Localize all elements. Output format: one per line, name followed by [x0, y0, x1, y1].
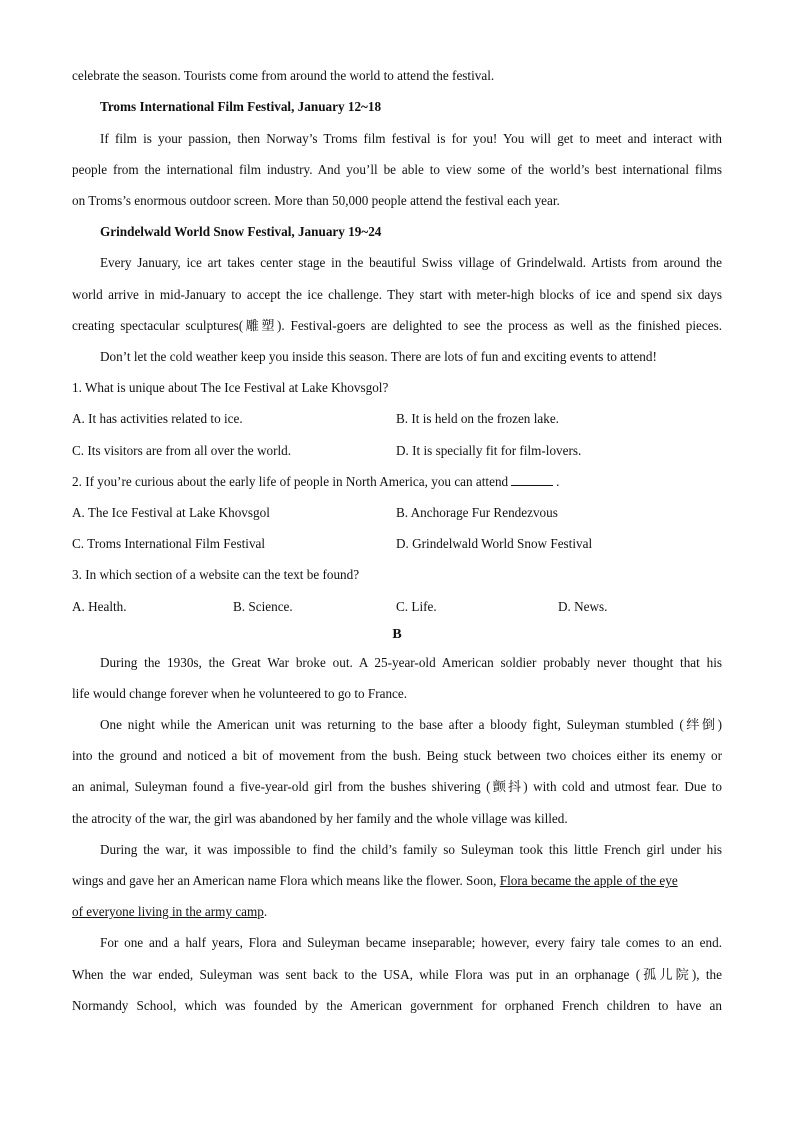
paragraph-line: If film is your passion, then Norway’s Troms film festival is for you! You will get to meet and interact with — [100, 131, 722, 146]
q2-option-a: A. The Ice Festival at Lake Khovsgol — [72, 505, 270, 520]
paragraph-line: For one and a half years, Flora and Suleyman became inseparable; however, every fairy tale comes to an end. — [100, 935, 722, 950]
festival-heading-grindelwald: Grindelwald World Snow Festival, January 19~24 — [100, 224, 382, 239]
paragraph-line: an animal, Suleyman found a five-year-old girl from the bushes shivering (颤抖) with cold and utmost fear. Due to — [72, 779, 722, 794]
paragraph-line — [72, 903, 722, 921]
section-heading-b: B — [392, 627, 402, 642]
question-2-text: 2. If you’re curious about the early life of people in North America, you can attend — [72, 474, 509, 489]
paragraph-line: creating spectacular sculptures(雕塑). Festival-goers are delighted to see the process as well as the finished pieces. — [72, 318, 722, 333]
q1-option-a: A. It has activities related to ice. — [72, 411, 243, 426]
q2-option-d: D. Grindelwald World Snow Festival — [396, 536, 593, 551]
q3-option-d: D. News. — [558, 599, 608, 614]
paragraph-line: world arrive in mid-January to accept the ice challenge. They start with meter-high blocks of ice and spend six days — [72, 287, 722, 302]
paragraph-line: When the war ended, Suleyman was sent back to the USA, while Flora was put in an orphanage (孤儿院), the — [72, 967, 722, 982]
paragraph-line: Every January, ice art takes center stage in the beautiful Swiss village of Grindelwald. Artists from around the — [100, 255, 722, 270]
underlined-phrase: Flora became the apple of the eye — [499, 873, 678, 888]
q3-option-c: C. Life. — [396, 599, 437, 614]
paragraph-line: One night while the American unit was returning to the base after a bloody fight, Suleyman stumbled (绊倒) — [100, 717, 722, 732]
q3-option-a: A. Health. — [72, 599, 127, 614]
answer-blank — [511, 473, 553, 486]
underlined-phrase-continued: of everyone living in the army camp — [72, 904, 264, 919]
q1-option-d: D. It is specially fit for film-lovers. — [396, 443, 582, 458]
question-1: 1. What is unique about The Ice Festival at Lake Khovsgol? — [72, 380, 389, 395]
paragraph-line: the atrocity of the war, the girl was abandoned by her family and the whole village was killed. — [72, 811, 568, 826]
paragraph-line: celebrate the season. Tourists come from around the world to attend the festival. — [72, 68, 495, 83]
paragraph-text: . — [263, 904, 268, 919]
paragraph-line: into the ground and noticed a bit of movement from the bush. Being stuck between two choices either its enemy or — [72, 748, 722, 763]
question-2-end: . — [556, 474, 560, 489]
q2-option-c: C. Troms International Film Festival — [72, 536, 266, 551]
paragraph-line: Don’t let the cold weather keep you inside this season. There are lots of fun and exciting events to attend! — [100, 349, 657, 364]
paragraph-line: Normandy School, which was founded by the American government for orphaned French children to have an — [72, 998, 722, 1013]
q1-option-c: C. Its visitors are from all over the world. — [72, 443, 292, 458]
q2-option-b: B. Anchorage Fur Rendezvous — [396, 505, 558, 520]
paragraph-line — [72, 872, 722, 890]
q1-option-b: B. It is held on the frozen lake. — [396, 411, 559, 426]
question-3: 3. In which section of a website can the text be found? — [72, 567, 360, 582]
paragraph-line: people from the international film industry. And you’ll be able to view some of the world’s best international films — [72, 162, 722, 177]
question-2 — [72, 473, 722, 491]
paragraph-line: life would change forever when he volunteered to go to France. — [72, 686, 408, 701]
paragraph-line: During the war, it was impossible to find the child’s family so Suleyman took this little French girl under his — [100, 842, 722, 857]
paragraph-line: on Troms’s enormous outdoor screen. More than 50,000 people attend the festival each year. — [72, 193, 560, 208]
paragraph-text: wings and gave her an American name Flora which means like the flower. Soon, — [72, 873, 500, 888]
paragraph-line: During the 1930s, the Great War broke out. A 25-year-old American soldier probably never thought that his — [100, 655, 722, 670]
festival-heading-troms: Troms International Film Festival, January 12~18 — [100, 99, 382, 114]
q3-option-b: B. Science. — [233, 599, 293, 614]
